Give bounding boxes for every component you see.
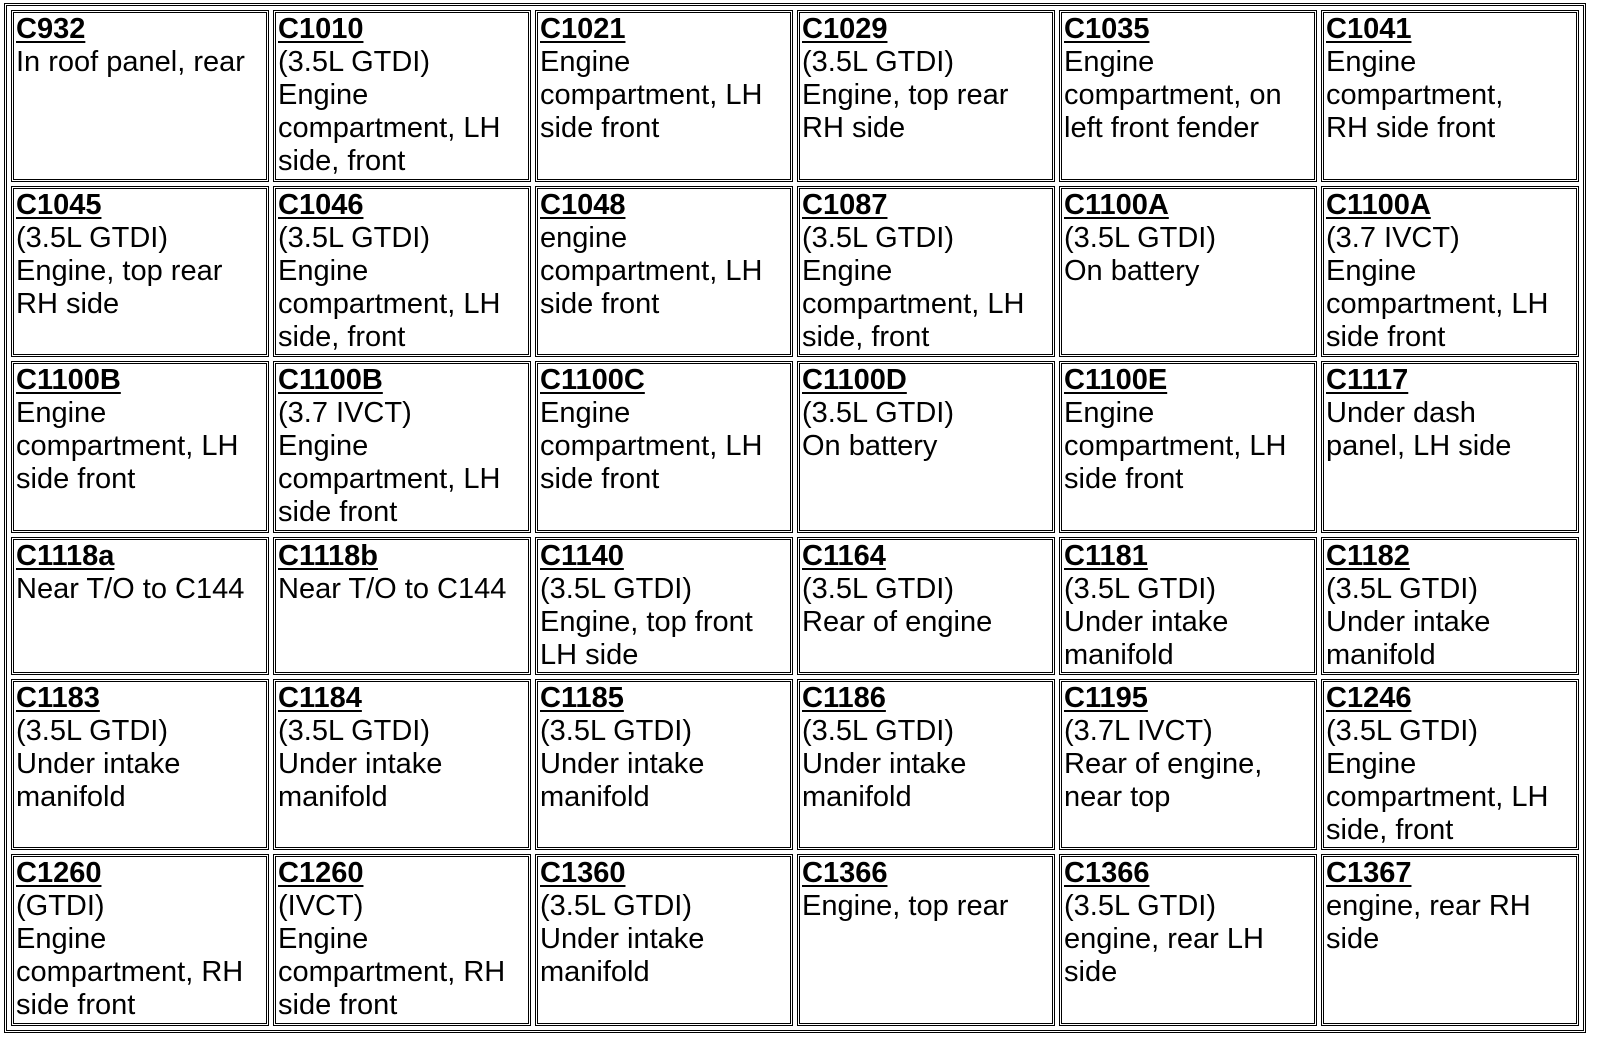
connector-cell [11, 537, 269, 675]
connector-cell [273, 537, 531, 675]
connector-cell [1059, 679, 1317, 851]
connector-id: C1100B [278, 364, 383, 397]
connector-id: C1045 [16, 188, 102, 221]
connector-id: C932 [16, 13, 86, 45]
connector-location: Near T/O to C144 [16, 572, 245, 605]
connector-id: C1260 [278, 857, 364, 890]
connector-location: (3.5L GTDI) Engine compartment, LH side, front [1326, 714, 1549, 846]
connector-location: Engine compartment, LH side front [1064, 397, 1287, 496]
connector-id: C1118a [16, 539, 115, 572]
connector-id: C1100A [1326, 188, 1431, 221]
connector-location: (3.5L GTDI) Engine, top front LH side [540, 572, 753, 671]
connector-cell [11, 186, 269, 358]
connector-id: C1021 [540, 13, 626, 45]
connector-location: Engine compartment, LH side front [540, 397, 763, 496]
connector-cell [797, 10, 1055, 182]
connector-cell [1059, 537, 1317, 675]
connector-id: C1100C [540, 364, 645, 397]
connector-location: (3.5L GTDI) Under intake manifold [16, 714, 181, 813]
connector-id: C1366 [1064, 857, 1150, 890]
connector-location: (3.5L GTDI) Under intake manifold [540, 714, 705, 813]
connector-cell [1321, 10, 1579, 182]
connector-cell [1321, 537, 1579, 675]
connector-location-table [4, 3, 1586, 1033]
connector-id: C1366 [802, 857, 888, 890]
connector-location: engine, rear RH side [1326, 890, 1531, 956]
connector-location: (3.5L GTDI) Under intake manifold [540, 890, 705, 989]
connector-location: (3.5L GTDI) Engine, top rear RH side [16, 221, 223, 320]
connector-id: C1183 [16, 681, 100, 714]
connector-id: C1100A [1064, 188, 1169, 221]
connector-id: C1260 [16, 857, 102, 890]
connector-id: C1100D [802, 364, 907, 397]
connector-id: C1181 [1064, 539, 1148, 572]
connector-id: C1048 [540, 188, 626, 221]
connector-location: (3.5L GTDI) Under intake manifold [1064, 572, 1229, 671]
connector-id: C1360 [540, 857, 626, 890]
table-row [11, 361, 1579, 533]
connector-cell [797, 361, 1055, 533]
connector-location: (3.7 IVCT) Engine compartment, LH side front [278, 397, 501, 529]
connector-cell [1321, 361, 1579, 533]
connector-location: Near T/O to C144 [278, 572, 507, 605]
connector-cell [273, 679, 531, 851]
connector-cell [1059, 854, 1317, 1026]
connector-cell [535, 854, 793, 1026]
connector-cell [1321, 679, 1579, 851]
connector-id: C1195 [1064, 681, 1148, 714]
connector-location: Under dash panel, LH side [1326, 397, 1512, 463]
connector-cell [1059, 10, 1317, 182]
connector-id: C1182 [1326, 539, 1410, 572]
connector-cell [273, 186, 531, 358]
connector-id: C1029 [802, 13, 888, 45]
connector-location: (3.5L GTDI) Engine compartment, LH side, front [278, 221, 501, 353]
connector-id: C1367 [1326, 857, 1412, 890]
connector-id: C1046 [278, 188, 364, 221]
connector-location: Engine compartment, LH side front [16, 397, 239, 496]
connector-location: engine compartment, LH side front [540, 221, 763, 320]
connector-location: (3.5L GTDI) Engine compartment, LH side, front [802, 221, 1025, 353]
connector-id: C1184 [278, 681, 362, 714]
connector-cell [11, 854, 269, 1026]
connector-id: C1186 [802, 681, 886, 714]
connector-cell [535, 186, 793, 358]
connector-id: C1087 [802, 188, 888, 221]
connector-location: Engine compartment, on left front fender [1064, 46, 1282, 144]
connector-cell [797, 537, 1055, 675]
connector-id: C1140 [540, 539, 624, 572]
connector-id: C1035 [1064, 13, 1150, 45]
table-row [11, 186, 1579, 358]
connector-id: C1164 [802, 539, 886, 572]
connector-id: C1010 [278, 13, 364, 45]
connector-cell [1321, 854, 1579, 1026]
connector-location: (3.5L GTDI) Under intake manifold [802, 714, 967, 813]
table-row [11, 537, 1579, 675]
connector-location: (3.5L GTDI) engine, rear LH side [1064, 890, 1264, 989]
connector-cell [535, 537, 793, 675]
connector-cell [1059, 361, 1317, 533]
connector-location: (3.5L GTDI) Under intake manifold [1326, 572, 1491, 671]
table-row [11, 10, 1579, 182]
connector-cell [535, 10, 793, 182]
connector-cell [797, 186, 1055, 358]
connector-cell [11, 10, 269, 182]
table-row [11, 679, 1579, 851]
connector-cell [273, 854, 531, 1026]
connector-cell [535, 679, 793, 851]
connector-location: (3.5L GTDI) Engine compartment, LH side, front [278, 46, 501, 177]
connector-cell [273, 361, 531, 533]
connector-cell [11, 361, 269, 533]
connector-cell [797, 854, 1055, 1026]
connector-cell [797, 679, 1055, 851]
connector-cell [1321, 186, 1579, 358]
connector-id: C1100B [16, 364, 121, 397]
connector-id: C1118b [278, 539, 378, 572]
connector-location: Engine compartment, LH side front [540, 46, 763, 144]
connector-location: Engine, top rear [802, 890, 1009, 923]
connector-cell [535, 361, 793, 533]
connector-id: C1117 [1326, 364, 1409, 397]
connector-location: (3.5L GTDI) On battery [1064, 221, 1217, 287]
connector-id: C1041 [1326, 13, 1412, 45]
connector-location: (3.5L GTDI) Under intake manifold [278, 714, 443, 813]
connector-location: (3.7 IVCT) Engine compartment, LH side front [1326, 221, 1549, 353]
connector-cell [273, 10, 531, 182]
connector-location: (GTDI) Engine compartment, RH side front [16, 890, 244, 1022]
connector-cell [11, 679, 269, 851]
connector-location: Engine compartment, RH side front [1326, 46, 1504, 144]
connector-id: C1246 [1326, 681, 1412, 714]
connector-cell [1059, 186, 1317, 358]
connector-location: (3.5L GTDI) Engine, top rear RH side [802, 46, 1009, 144]
connector-id: C1100E [1064, 364, 1168, 397]
connector-location: (IVCT) Engine compartment, RH side front [278, 890, 506, 1022]
connector-location: (3.7L IVCT) Rear of engine, near top [1064, 714, 1263, 813]
connector-location: In roof panel, rear [16, 46, 245, 78]
connector-location: (3.5L GTDI) Rear of engine [802, 572, 993, 638]
table-row [11, 854, 1579, 1026]
connector-id: C1185 [540, 681, 624, 714]
connector-location: (3.5L GTDI) On battery [802, 397, 955, 463]
